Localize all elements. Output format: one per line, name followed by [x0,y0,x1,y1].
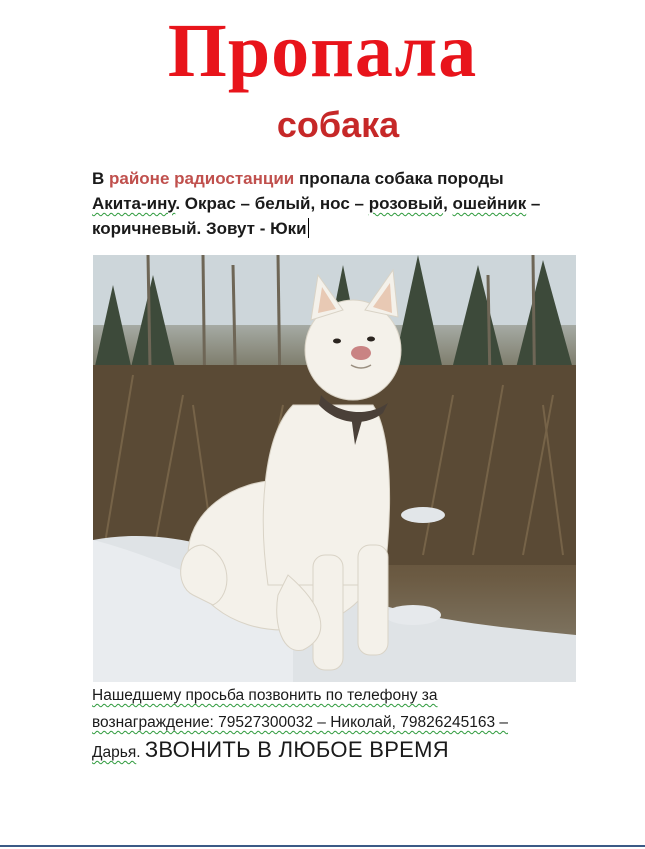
description-line2-b: . Окрас – белый, нос – [175,194,369,213]
dog-description [92,166,612,241]
text-cursor [308,218,309,238]
contact-dot: . [136,744,145,761]
poster-subtitle: собака [276,104,400,145]
description-line1: пропала собака породы [294,169,504,188]
page-bottom-border [0,845,645,847]
collar-word: ошейник [452,194,527,213]
breed-name: Акита-ину [92,194,176,213]
call-anytime: ЗВОНИТЬ В ЛЮБОЕ ВРЕМЯ [144,737,449,762]
description-line2-f: – [526,194,541,213]
description-line3: коричневый. Зовут - Юки [92,219,307,238]
description-prefix: В [92,169,109,188]
poster-title: Пропала [167,9,478,93]
contact-name: Дарья [92,744,137,761]
description-line2-d: , [443,194,453,213]
dog-photo-illustration [93,255,576,682]
contact-line2: вознаграждение: 79527300032 – Николай, 79826245163 – [92,714,509,731]
contact-info [92,682,612,766]
dog-photo [93,255,576,682]
nose-color: розовый [368,194,444,213]
contact-line1: Нашедшему просьба позвонить по телефону за [92,687,438,704]
location-highlight: районе радиостанции [109,169,295,188]
